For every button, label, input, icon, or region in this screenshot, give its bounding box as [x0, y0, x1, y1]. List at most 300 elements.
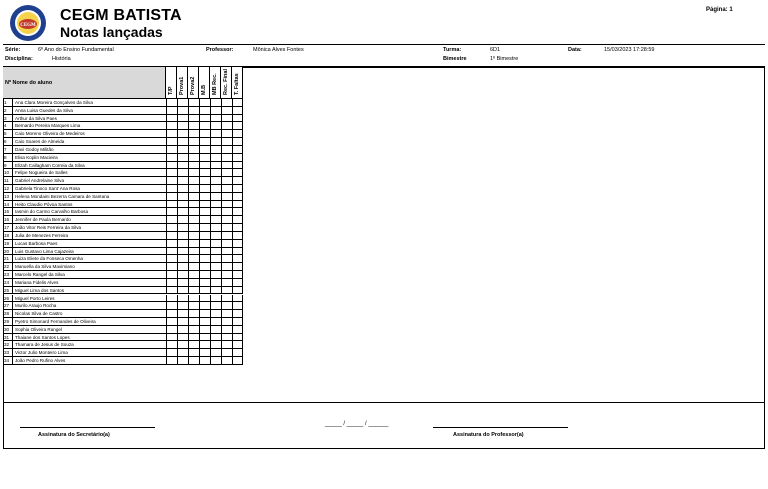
row-number: 24: [3, 279, 12, 287]
grade-cell: [232, 154, 243, 162]
serie-value: 6º Ano do Ensino Fundamental: [38, 47, 114, 53]
grade-cell: [166, 287, 177, 295]
bimestre-label: Bimestre: [443, 56, 467, 62]
grade-cell: [166, 208, 177, 216]
grade-cell: [177, 154, 188, 162]
grade-cell: [232, 122, 243, 130]
table-row: [3, 154, 275, 162]
student-name: Caio Soares de Almeida: [12, 138, 167, 146]
grade-cell: [166, 99, 177, 107]
grade-cell: [221, 107, 232, 115]
grade-cell: [232, 177, 243, 185]
student-name: Julia de Menezes Ferreira: [12, 232, 167, 240]
grade-cell: [221, 154, 232, 162]
student-name: Caio Moreno Oliveira de Medeiros: [12, 130, 167, 138]
data-value: 15/03/2023 17:28:59: [604, 47, 655, 53]
grade-cell: [210, 122, 221, 130]
grade-cell: [188, 248, 199, 256]
grade-cell: [232, 162, 243, 170]
grade-cell: [199, 99, 210, 107]
grade-cell: [166, 138, 177, 146]
table-row: [3, 302, 275, 310]
table-row: [3, 185, 275, 193]
professor-value: Mônica Alves Fontes: [253, 47, 304, 53]
grade-cell: [166, 107, 177, 115]
grade-cell: [177, 130, 188, 138]
grade-cell: [166, 271, 177, 279]
grade-cell: [166, 334, 177, 342]
grade-cell: [166, 357, 177, 365]
grade-cell: [199, 185, 210, 193]
grade-cell: [166, 154, 177, 162]
grade-cell: [199, 107, 210, 115]
table-row: [3, 99, 275, 107]
grade-cell: [232, 232, 243, 240]
grade-cell: [199, 115, 210, 123]
grade-cell: [177, 115, 188, 123]
grade-cell: [166, 216, 177, 224]
student-name: Gabriel Andrelaine Silva: [12, 177, 167, 185]
row-number: 33: [3, 349, 12, 357]
column-header: [221, 67, 232, 99]
row-number: 14: [3, 201, 12, 209]
grade-cell: [232, 255, 243, 263]
grade-cell: [188, 169, 199, 177]
student-name: Arthur da Silva Paes: [12, 115, 167, 123]
grade-cell: [210, 302, 221, 310]
grade-cell: [177, 263, 188, 271]
header-divider: [3, 44, 765, 45]
grade-cell: [232, 318, 243, 326]
grade-cell: [210, 99, 221, 107]
grade-cell: [188, 349, 199, 357]
grade-cell: [188, 279, 199, 287]
grade-cell: [166, 240, 177, 248]
column-header-label: T/P: [168, 86, 174, 95]
grade-cell: [177, 341, 188, 349]
grade-cell: [221, 208, 232, 216]
grade-cell: [210, 224, 221, 232]
column-header-label: MB Rec.: [212, 73, 218, 95]
table-row: [3, 216, 275, 224]
column-header: [199, 67, 210, 99]
grade-cell: [221, 146, 232, 154]
student-name: Thamara de Jesus de Souza: [12, 341, 167, 349]
table-row: [3, 138, 275, 146]
grade-cell: [210, 185, 221, 193]
grade-cell: [177, 107, 188, 115]
grade-cell: [199, 349, 210, 357]
grade-cell: [188, 185, 199, 193]
table-row: [3, 318, 275, 326]
professor-signature-label: Assinatura do Professor(a): [453, 432, 524, 438]
student-name: Thaiane dos Santos Lopes: [12, 334, 167, 342]
grade-cell: [210, 287, 221, 295]
student-name: Anna Luisa Guedes da Silva: [12, 107, 167, 115]
student-name: Ana Clara Moreira Gonçalves da Silva: [12, 99, 167, 107]
grade-cell: [188, 177, 199, 185]
grade-cell: [166, 326, 177, 334]
grade-cell: [166, 279, 177, 287]
grade-cell: [199, 295, 210, 303]
row-number: 9: [3, 162, 12, 170]
grade-cell: [199, 146, 210, 154]
table-row: [3, 240, 275, 248]
professor-label: Professor:: [206, 47, 234, 53]
table-row: [3, 255, 275, 263]
grade-cell: [210, 248, 221, 256]
table-row: [3, 201, 275, 209]
grade-cell: [177, 349, 188, 357]
grade-cell: [166, 232, 177, 240]
grade-cell: [221, 318, 232, 326]
student-name: Bernardo Pereira Marques Lima: [12, 122, 167, 130]
row-number: 5: [3, 130, 12, 138]
grade-cell: [166, 162, 177, 170]
grade-cell: [177, 279, 188, 287]
grade-cell: [166, 295, 177, 303]
grade-cell: [199, 224, 210, 232]
row-number: 10: [3, 169, 12, 177]
grade-cell: [177, 232, 188, 240]
grade-cell: [232, 334, 243, 342]
row-number: 4: [3, 122, 12, 130]
grade-cell: [210, 208, 221, 216]
row-number: 16: [3, 216, 12, 224]
table-row: [3, 122, 275, 130]
grade-cell: [221, 240, 232, 248]
grade-cell: [210, 232, 221, 240]
row-number: 31: [3, 334, 12, 342]
table-row: [3, 193, 275, 201]
grade-cell: [221, 295, 232, 303]
grade-cell: [166, 248, 177, 256]
row-number: 6: [3, 138, 12, 146]
grade-cell: [232, 107, 243, 115]
column-header-label: T. Faltas: [234, 73, 240, 95]
grade-cell: [199, 169, 210, 177]
row-number: 12: [3, 185, 12, 193]
table-row: [3, 295, 275, 303]
grade-cell: [188, 255, 199, 263]
grade-cell: [188, 357, 199, 365]
row-number: 7: [3, 146, 12, 154]
grade-cell: [221, 216, 232, 224]
grade-cell: [210, 263, 221, 271]
grade-cell: [199, 341, 210, 349]
grade-cell: [199, 279, 210, 287]
row-number: 13: [3, 193, 12, 201]
grade-cell: [188, 310, 199, 318]
grade-cell: [188, 201, 199, 209]
grade-cell: [188, 302, 199, 310]
bimestre-value: 1º Bimestre: [490, 56, 519, 62]
student-name: Miguel Porto Leires: [12, 295, 167, 303]
table-row: [3, 349, 275, 357]
grade-cell: [166, 193, 177, 201]
grade-cell: [177, 287, 188, 295]
grade-cell: [177, 177, 188, 185]
grade-cell: [199, 177, 210, 185]
grade-cell: [177, 146, 188, 154]
grade-cell: [221, 99, 232, 107]
student-name: Gabriela Tinoco Sant' Ana Rosa: [12, 185, 167, 193]
grade-cell: [166, 201, 177, 209]
grade-cell: [166, 302, 177, 310]
grade-cell: [166, 177, 177, 185]
grade-cell: [210, 169, 221, 177]
grade-cell: [232, 169, 243, 177]
row-number: 27: [3, 302, 12, 310]
grade-cell: [221, 130, 232, 138]
grade-cell: [221, 138, 232, 146]
grade-cell: [232, 216, 243, 224]
table-row: [3, 208, 275, 216]
grade-cell: [177, 208, 188, 216]
grade-cell: [199, 154, 210, 162]
secretary-signature-label: Assinatura do Secretário(a): [38, 432, 110, 438]
grade-cell: [210, 310, 221, 318]
grade-cell: [210, 240, 221, 248]
grade-cell: [166, 310, 177, 318]
grade-cell: [177, 255, 188, 263]
grade-cell: [188, 287, 199, 295]
grade-cell: [166, 349, 177, 357]
grade-cell: [210, 130, 221, 138]
grade-cell: [188, 130, 199, 138]
grade-cell: [232, 349, 243, 357]
grade-cell: [188, 263, 199, 271]
grade-cell: [199, 201, 210, 209]
grade-cell: [166, 318, 177, 326]
grade-cell: [210, 138, 221, 146]
grade-cell: [221, 162, 232, 170]
column-header: [232, 67, 243, 99]
grade-cell: [188, 224, 199, 232]
table-row: [3, 248, 275, 256]
grade-cell: [166, 255, 177, 263]
grade-cell: [221, 341, 232, 349]
grade-cell: [177, 302, 188, 310]
grade-cell: [232, 208, 243, 216]
grade-cell: [210, 177, 221, 185]
grade-cell: [177, 295, 188, 303]
table-row: [3, 232, 275, 240]
grade-cell: [188, 216, 199, 224]
column-header-label: Rec. Final: [223, 69, 229, 95]
disciplina-value: História: [52, 56, 71, 62]
grade-cell: [210, 216, 221, 224]
student-name: Lucas Barbosa Paes: [12, 240, 167, 248]
grade-cell: [177, 122, 188, 130]
grade-cell: [177, 310, 188, 318]
student-name: Murilo Araujo Rocha: [12, 302, 167, 310]
table-row: [3, 107, 275, 115]
grade-cell: [210, 341, 221, 349]
grade-cell: [210, 357, 221, 365]
grade-cell: [232, 341, 243, 349]
date-field: _____ / _____ / ______: [325, 421, 389, 427]
table-row: [3, 326, 275, 334]
grade-cell: [232, 240, 243, 248]
grade-cell: [221, 271, 232, 279]
column-header: [177, 67, 188, 99]
table-row: [3, 310, 275, 318]
column-header: [210, 67, 221, 99]
grade-cell: [199, 208, 210, 216]
student-name: Elisa Koplin Macieira: [12, 154, 167, 162]
grade-cell: [177, 334, 188, 342]
row-number: 30: [3, 326, 12, 334]
student-name: Elizah Callagham Correia da Silva: [12, 162, 167, 170]
grade-cell: [199, 287, 210, 295]
grade-cell: [232, 295, 243, 303]
table-row: [3, 169, 275, 177]
grade-cell: [188, 138, 199, 146]
grade-cell: [199, 130, 210, 138]
table-row: [3, 115, 275, 123]
grade-cell: [221, 169, 232, 177]
grade-cell: [232, 115, 243, 123]
grade-cell: [210, 318, 221, 326]
grade-cell: [177, 326, 188, 334]
table-row: [3, 287, 275, 295]
grade-cell: [210, 115, 221, 123]
grade-cell: [210, 201, 221, 209]
row-number: 32: [3, 341, 12, 349]
grade-cell: [177, 216, 188, 224]
row-number: 20: [3, 248, 12, 256]
grade-cell: [177, 99, 188, 107]
grade-cell: [199, 302, 210, 310]
grade-cell: [188, 334, 199, 342]
report-title: Notas lançadas: [60, 24, 163, 40]
grade-cell: [221, 255, 232, 263]
grade-cell: [188, 107, 199, 115]
grade-cell: [199, 138, 210, 146]
row-number: 34: [3, 357, 12, 365]
turma-value: 6D1: [490, 47, 501, 53]
grade-cell: [177, 162, 188, 170]
grade-cell: [232, 310, 243, 318]
grade-cell: [188, 240, 199, 248]
secretary-signature-line: [20, 427, 155, 428]
grade-cell: [199, 162, 210, 170]
grade-cell: [199, 122, 210, 130]
student-name: Sophia Oliveira Rangel: [12, 326, 167, 334]
student-name: Manuella da Silva Maximiano: [12, 263, 167, 271]
grade-cell: [166, 146, 177, 154]
grade-cell: [166, 122, 177, 130]
grade-cell: [221, 115, 232, 123]
grade-cell: [232, 326, 243, 334]
grade-cell: [188, 154, 199, 162]
grade-cell: [232, 271, 243, 279]
data-label: Data:: [568, 47, 582, 53]
student-name: Davi Godoy Militão: [12, 146, 167, 154]
grade-cell: [210, 271, 221, 279]
grade-cell: [177, 271, 188, 279]
table-row: [3, 177, 275, 185]
row-number: 15: [3, 208, 12, 216]
grade-cell: [221, 302, 232, 310]
turma-label: Turma:: [443, 47, 462, 53]
grade-cell: [188, 99, 199, 107]
student-name: Heito Claudio Póvoa Santos: [12, 201, 167, 209]
row-number: 18: [3, 232, 12, 240]
grade-cell: [199, 240, 210, 248]
grade-cell: [166, 341, 177, 349]
grade-cell: [177, 185, 188, 193]
row-number: 25: [3, 287, 12, 295]
grade-cell: [210, 162, 221, 170]
grade-cell: [199, 193, 210, 201]
column-header-label: M.B: [201, 84, 207, 95]
grade-cell: [210, 334, 221, 342]
grade-cell: [221, 122, 232, 130]
grade-cell: [232, 130, 243, 138]
student-name: Nicolas Silva de Castro: [12, 310, 167, 318]
grade-cell: [232, 138, 243, 146]
student-name: Luiza Eliete da Fonseca Omenha: [12, 255, 167, 263]
grade-cell: [221, 334, 232, 342]
grade-cell: [188, 326, 199, 334]
row-number: 3: [3, 115, 12, 123]
row-number: 2: [3, 107, 12, 115]
table-row: [3, 146, 275, 154]
student-name: Jennifer de Paula Bernardo: [12, 216, 167, 224]
student-name: Helena Mondaini Bezerra Camara de Santana: [12, 193, 167, 201]
grade-cell: [221, 232, 232, 240]
grade-cell: [199, 255, 210, 263]
grade-cell: [177, 201, 188, 209]
professor-signature-line: [433, 427, 568, 428]
student-name: Iasmin do Carmo Carvalho Barbosa: [12, 208, 167, 216]
grade-cell: [199, 216, 210, 224]
grade-cell: [221, 224, 232, 232]
grade-cell: [210, 295, 221, 303]
grade-cell: [166, 263, 177, 271]
grade-cell: [188, 295, 199, 303]
grade-cell: [188, 232, 199, 240]
grade-cell: [221, 201, 232, 209]
grade-cell: [199, 263, 210, 271]
grade-cell: [199, 271, 210, 279]
grade-cell: [221, 357, 232, 365]
student-name: Miguel Lima dos Santos: [12, 287, 167, 295]
school-logo: [9, 4, 47, 42]
row-number: 21: [3, 255, 12, 263]
student-name: Pyetro Simonard Fernandes de Oliveira: [12, 318, 167, 326]
svg-text:CEGM: CEGM: [20, 23, 36, 28]
grade-cell: [232, 279, 243, 287]
grade-cell: [177, 240, 188, 248]
student-name: Victor Julio Monteiro Lima: [12, 349, 167, 357]
row-number: 22: [3, 263, 12, 271]
name-column-header: Nº Nome do aluno: [3, 67, 166, 99]
row-number: 28: [3, 310, 12, 318]
grade-cell: [221, 263, 232, 271]
grade-cell: [166, 115, 177, 123]
grade-cell: [166, 185, 177, 193]
grade-cell: [177, 357, 188, 365]
column-header-label: Prova2: [190, 76, 196, 95]
table-row: [3, 271, 275, 279]
column-header: [188, 67, 199, 99]
grade-cell: [166, 130, 177, 138]
table-row: [3, 263, 275, 271]
table-row: [3, 341, 275, 349]
